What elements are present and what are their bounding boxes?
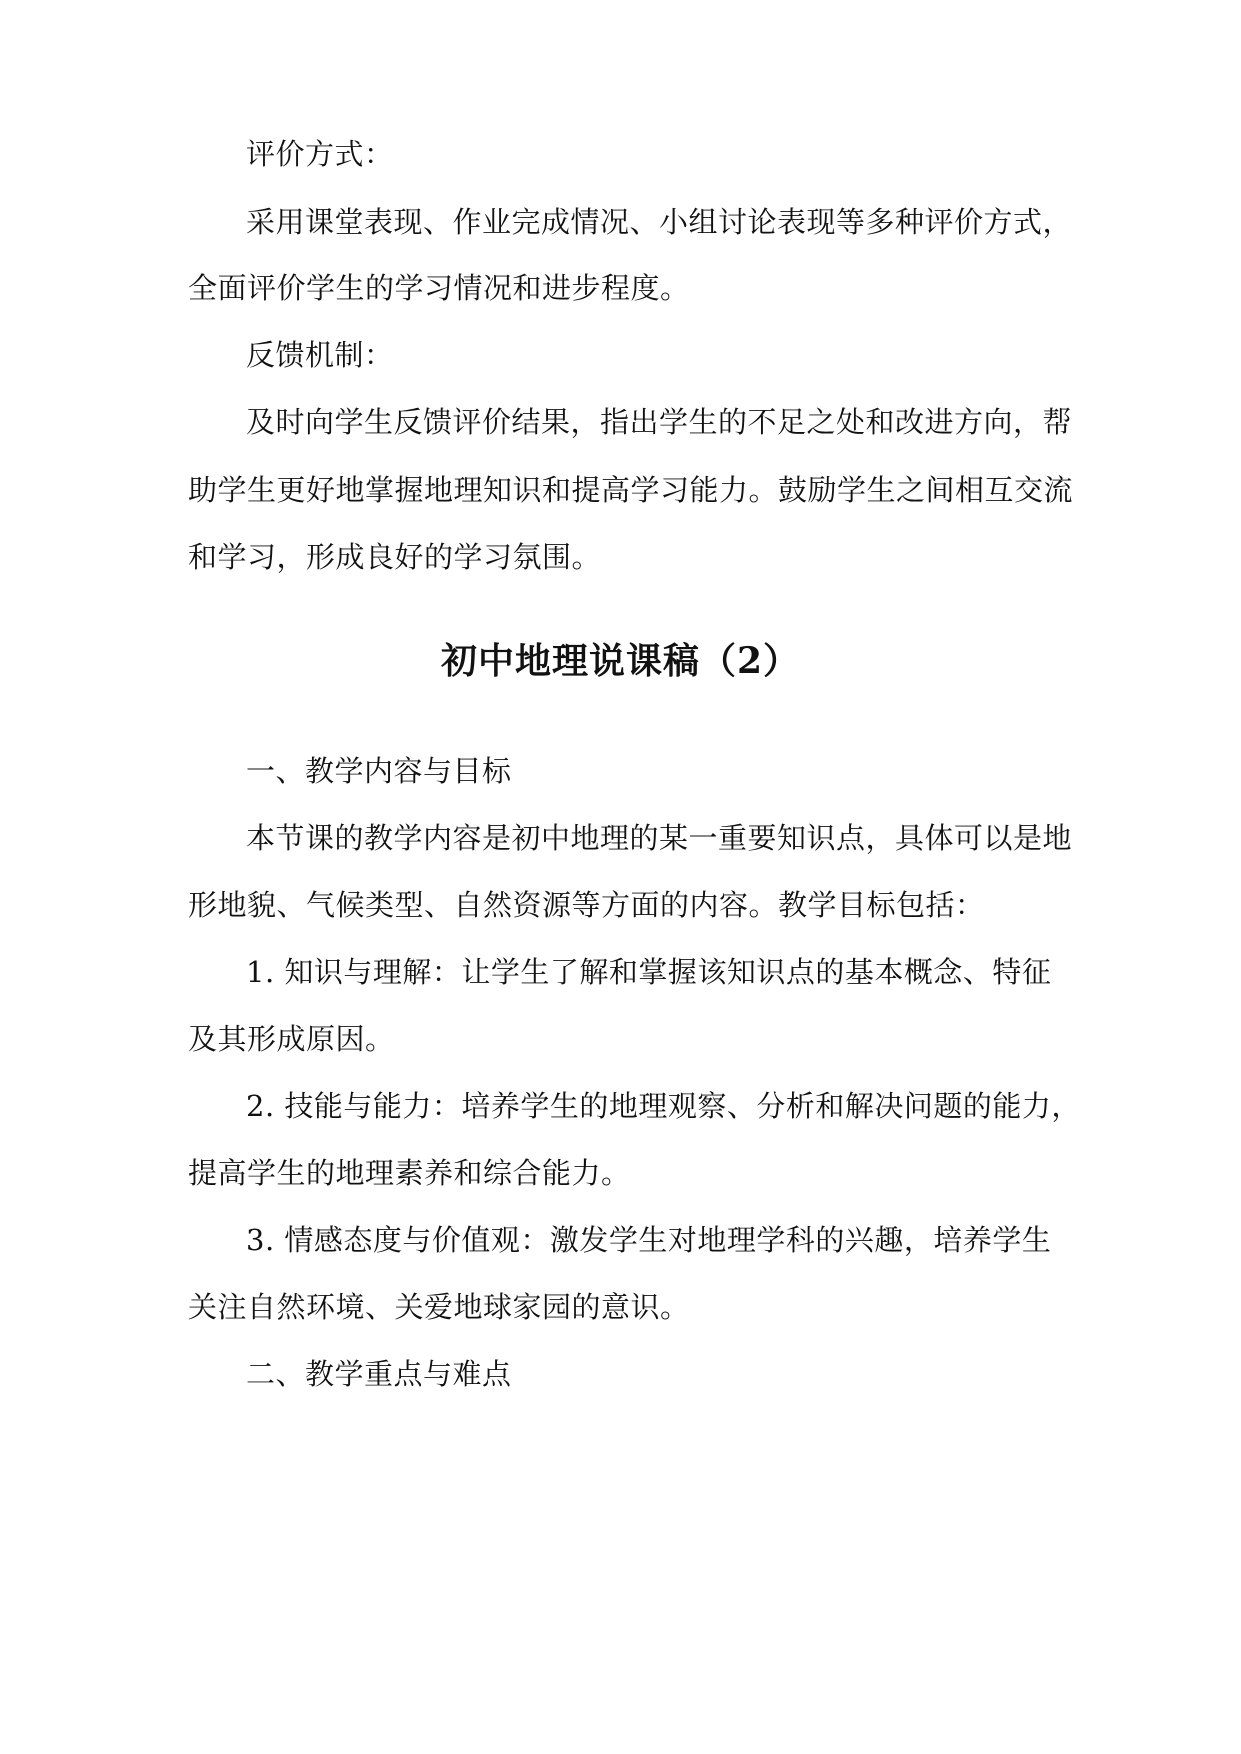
section-heading-key-points: 二、教学重点与难点	[246, 1357, 512, 1391]
goal-3-line-1: 3. 情感态度与价值观：激发学生对地理学科的兴趣，培养学生	[246, 1223, 1052, 1257]
goal-3-line-2: 关注自然环境、关爱地球家园的意识。	[188, 1290, 690, 1324]
goal-2-line-2: 提高学生的地理素养和综合能力。	[188, 1156, 631, 1190]
section-heading-content-goals: 一、教学内容与目标	[246, 754, 512, 788]
content-text-line-1: 本节课的教学内容是初中地理的某一重要知识点，具体可以是地	[246, 821, 1073, 855]
goal-1-line-1: 1. 知识与理解：让学生了解和掌握该知识点的基本概念、特征	[246, 955, 1052, 989]
evaluation-method-heading: 评价方式：	[246, 137, 394, 171]
feedback-mechanism-heading: 反馈机制：	[246, 338, 394, 372]
feedback-text-line-3: 和学习，形成良好的学习氛围。	[188, 540, 602, 574]
feedback-text-line-2: 助学生更好地掌握地理知识和提高学习能力。鼓励学生之间相互交流	[188, 473, 1074, 507]
document-title: 初中地理说课稿（2）	[440, 640, 801, 682]
goal-1-line-2: 及其形成原因。	[188, 1022, 395, 1056]
evaluation-method-text-line-2: 全面评价学生的学习情况和进步程度。	[188, 271, 690, 305]
evaluation-method-text-line-1: 采用课堂表现、作业完成情况、小组讨论表现等多种评价方式，	[246, 205, 1073, 239]
content-text-line-2: 形地貌、气候类型、自然资源等方面的内容。教学目标包括：	[188, 888, 985, 922]
feedback-text-line-1: 及时向学生反馈评价结果，指出学生的不足之处和改进方向，帮	[246, 405, 1073, 439]
goal-2-line-1: 2. 技能与能力：培养学生的地理观察、分析和解决问题的能力，	[246, 1089, 1081, 1123]
